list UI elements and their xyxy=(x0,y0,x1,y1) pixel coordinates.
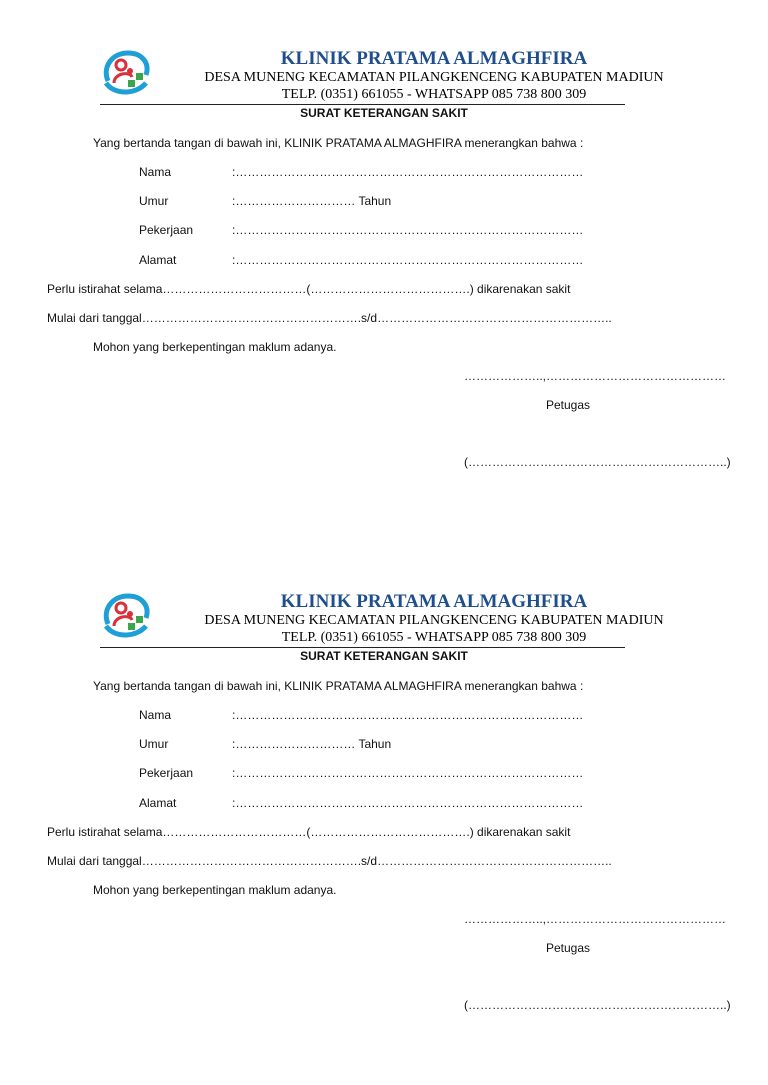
rest-period-line: Perlu istirahat selama………………………………(………………………………….) dikarenakan sakit xyxy=(47,825,571,839)
field-label-alamat: Alamat xyxy=(139,796,177,810)
clinic-phone: TELP. (0351) 661055 - WHATSAPP 085 738 800 309 xyxy=(281,630,587,645)
document-title: SURAT KETERANGAN SAKIT xyxy=(300,649,468,663)
field-value-alamat: :…………………………………………………………………………… xyxy=(232,796,584,810)
signer-role: Petugas xyxy=(546,941,591,955)
intro-text: Yang bertanda tangan di bawah ini, KLINIK PRATAMA ALMAGHFIRA menerangkan bahwa : xyxy=(93,679,584,693)
letter-copy-1 xyxy=(0,0,768,542)
field-label-pekerjaan: Pekerjaan xyxy=(139,766,194,780)
field-value-pekerjaan: :…………………………………………………………………………… xyxy=(232,766,584,780)
place-date-line: ………………..,……………………………………… xyxy=(464,912,727,926)
rest-period-line: Perlu istirahat selama………………………………(………………………………….) dikarenakan sakit xyxy=(47,282,571,296)
field-label-nama: Nama xyxy=(139,165,172,179)
clinic-address: DESA MUNENG KECAMATAN PILANGKENCENG KABUPATEN MADIUN xyxy=(204,613,664,628)
field-label-umur: Umur xyxy=(139,194,169,208)
field-label-umur: Umur xyxy=(139,737,169,751)
place-date-line: ………………..,……………………………………… xyxy=(464,369,727,383)
clinic-phone: TELP. (0351) 661055 - WHATSAPP 085 738 800 309 xyxy=(281,87,587,102)
document-title: SURAT KETERANGAN SAKIT xyxy=(300,106,468,120)
field-value-umur: :………………………… Tahun xyxy=(232,194,392,208)
signer-name-line: (………………………………………………………..) xyxy=(464,455,731,469)
field-value-nama: :…………………………………………………………………………… xyxy=(232,165,584,179)
field-label-nama: Nama xyxy=(139,708,172,722)
clinic-address: DESA MUNENG KECAMATAN PILANGKENCENG KABUPATEN MADIUN xyxy=(204,70,664,85)
clinic-logo-icon xyxy=(100,47,154,97)
field-label-alamat: Alamat xyxy=(139,253,177,267)
letter-copy-2 xyxy=(0,543,768,1085)
header-divider xyxy=(100,104,625,105)
clinic-name: KLINIK PRATAMA ALMAGHFIRA xyxy=(280,591,588,612)
intro-text: Yang bertanda tangan di bawah ini, KLINIK PRATAMA ALMAGHFIRA menerangkan bahwa : xyxy=(93,136,584,150)
clinic-logo-icon xyxy=(100,590,154,640)
signer-name-line: (………………………………………………………..) xyxy=(464,998,731,1012)
closing-text: Mohon yang berkepentingan maklum adanya. xyxy=(93,340,337,354)
field-value-nama: :…………………………………………………………………………… xyxy=(232,708,584,722)
field-value-alamat: :…………………………………………………………………………… xyxy=(232,253,584,267)
closing-text: Mohon yang berkepentingan maklum adanya. xyxy=(93,883,337,897)
date-range-line: Mulai dari tanggal……………………………………………….s/d………………………………………………….. xyxy=(47,854,612,868)
date-range-line: Mulai dari tanggal……………………………………………….s/d………………………………………………….. xyxy=(47,311,612,325)
clinic-name: KLINIK PRATAMA ALMAGHFIRA xyxy=(280,48,588,69)
field-label-pekerjaan: Pekerjaan xyxy=(139,223,194,237)
header-divider xyxy=(100,647,625,648)
field-value-pekerjaan: :…………………………………………………………………………… xyxy=(232,223,584,237)
field-value-umur: :………………………… Tahun xyxy=(232,737,392,751)
signer-role: Petugas xyxy=(546,398,591,412)
